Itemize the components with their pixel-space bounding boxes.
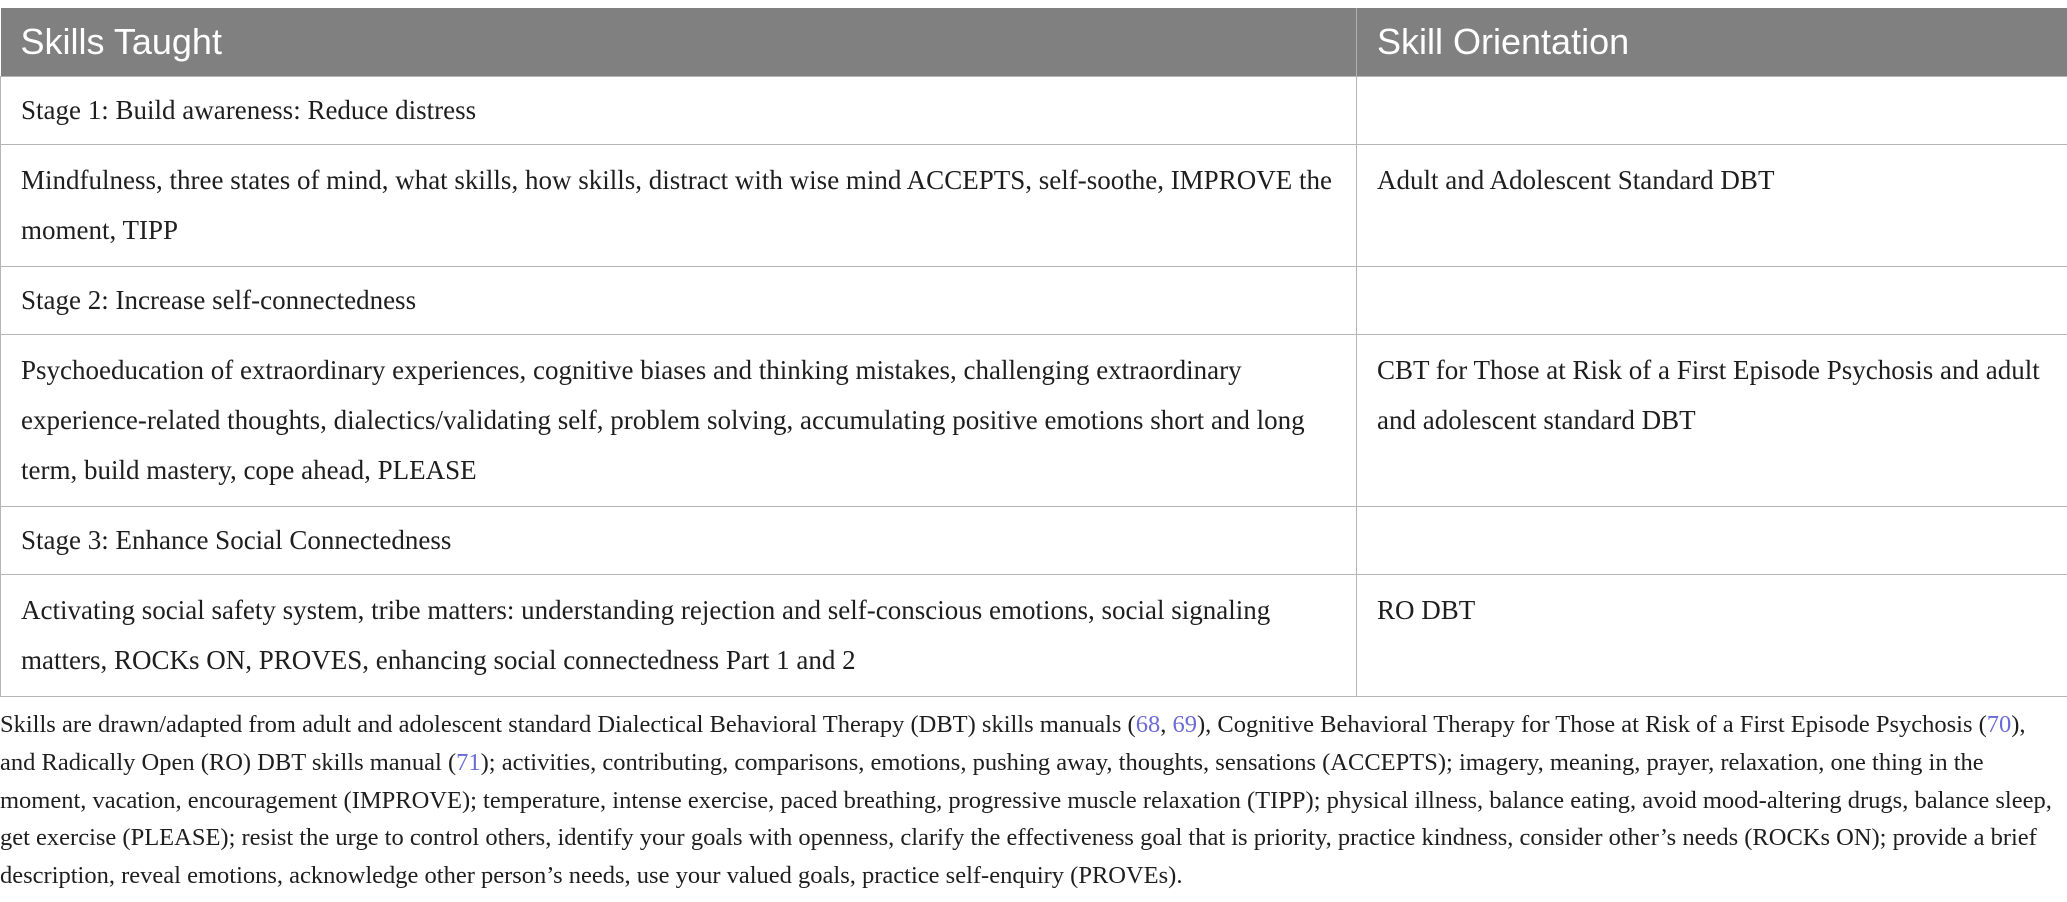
table-row-stage-2-skills bbox=[1, 335, 2067, 507]
reference-link-68[interactable]: 68 bbox=[1135, 711, 1161, 738]
reference-link-71[interactable]: 71 bbox=[456, 748, 481, 776]
stage-1-label: Stage 1: Build awareness: Reduce distress bbox=[1, 77, 1357, 145]
footnote-separator: , bbox=[1160, 711, 1173, 738]
stage-2-label: Stage 2: Increase self-connectedness bbox=[1, 267, 1357, 335]
skills-table bbox=[0, 8, 2067, 697]
stage-2-skills-cell: Psychoeducation of extraordinary experiences, cognitive biases and thinking mistakes, challenging extraordinary experience-related thoughts, dialectics/validating self, problem solving, accumulating positive emotions short and long term, build mastery, cope ahead, PLEASE bbox=[1, 335, 1357, 507]
column-header-skill-orientation: Skill Orientation bbox=[1357, 8, 2067, 77]
table-row-stage-3 bbox=[1, 507, 2067, 575]
stage-1-orientation-cell: Adult and Adolescent Standard DBT bbox=[1357, 145, 2067, 267]
table-row-stage-1 bbox=[1, 77, 2067, 145]
table-row-stage-2 bbox=[1, 267, 2067, 335]
table-row-stage-3-skills bbox=[1, 575, 2067, 697]
stage-3-orientation bbox=[1357, 507, 2067, 575]
stage-1-orientation bbox=[1357, 77, 2067, 145]
reference-link-69[interactable]: 69 bbox=[1172, 711, 1197, 738]
skills-table-container bbox=[0, 8, 2067, 697]
footnote-text-1: Skills are drawn/adapted from adult and adolescent standard Dialectical Behavioral Therapy (DBT) skills manuals ( bbox=[0, 711, 1136, 738]
stage-1-skills-cell: Mindfulness, three states of mind, what skills, how skills, distract with wise mind ACCEPTS, self-soothe, IMPROVE the moment, TIPP bbox=[1, 145, 1357, 267]
stage-3-label: Stage 3: Enhance Social Connectedness bbox=[1, 507, 1357, 575]
stage-2-orientation bbox=[1357, 267, 2067, 335]
reference-link-70[interactable]: 70 bbox=[1986, 711, 2012, 738]
stage-3-skills-cell: Activating social safety system, tribe matters: understanding rejection and self-conscious emotions, social signaling matters, ROCKs ON, PROVES, enhancing social connectedness Part 1 and 2 bbox=[1, 575, 1357, 697]
table-footnote bbox=[0, 706, 2062, 895]
table-row-stage-1-skills bbox=[1, 145, 2067, 267]
stage-3-orientation-cell: RO DBT bbox=[1357, 575, 2067, 697]
stage-2-orientation-cell: CBT for Those at Risk of a First Episode Psychosis and adult and adolescent standard DBT bbox=[1357, 335, 2067, 507]
table-header-row bbox=[1, 8, 2067, 77]
footnote-text-4: ); activities, contributing, comparisons, emotions, pushing away, thoughts, sensations (ACCEPTS); imagery, meaning, prayer, relaxation, one thing in the moment, vacation, encouragement (IMPROVE); temperature, intense exercise, paced breathing, progressive muscle relaxation (TIPP); physical illness, balance eating, avoid mood-altering drugs, balance sleep, get exercise (PLEASE); resist the urge to control others, identify your goals with openness, clarify the effectiveness goal that is priority, practice kindness, consider other’s needs (ROCKs ON); provide a brief description, reveal emotions, acknowledge other person’s needs, use your valued goals, practice self-enquiry (PROVEs). bbox=[0, 748, 2052, 890]
footnote-text-3: ), and Radically Open (RO) DBT skills manual ( bbox=[0, 711, 2026, 776]
footnote-text-2: ), Cognitive Behavioral Therapy for Those at Risk of a First Episode Psychosis ( bbox=[1196, 711, 1987, 738]
column-header-skills-taught: Skills Taught bbox=[1, 8, 1357, 77]
